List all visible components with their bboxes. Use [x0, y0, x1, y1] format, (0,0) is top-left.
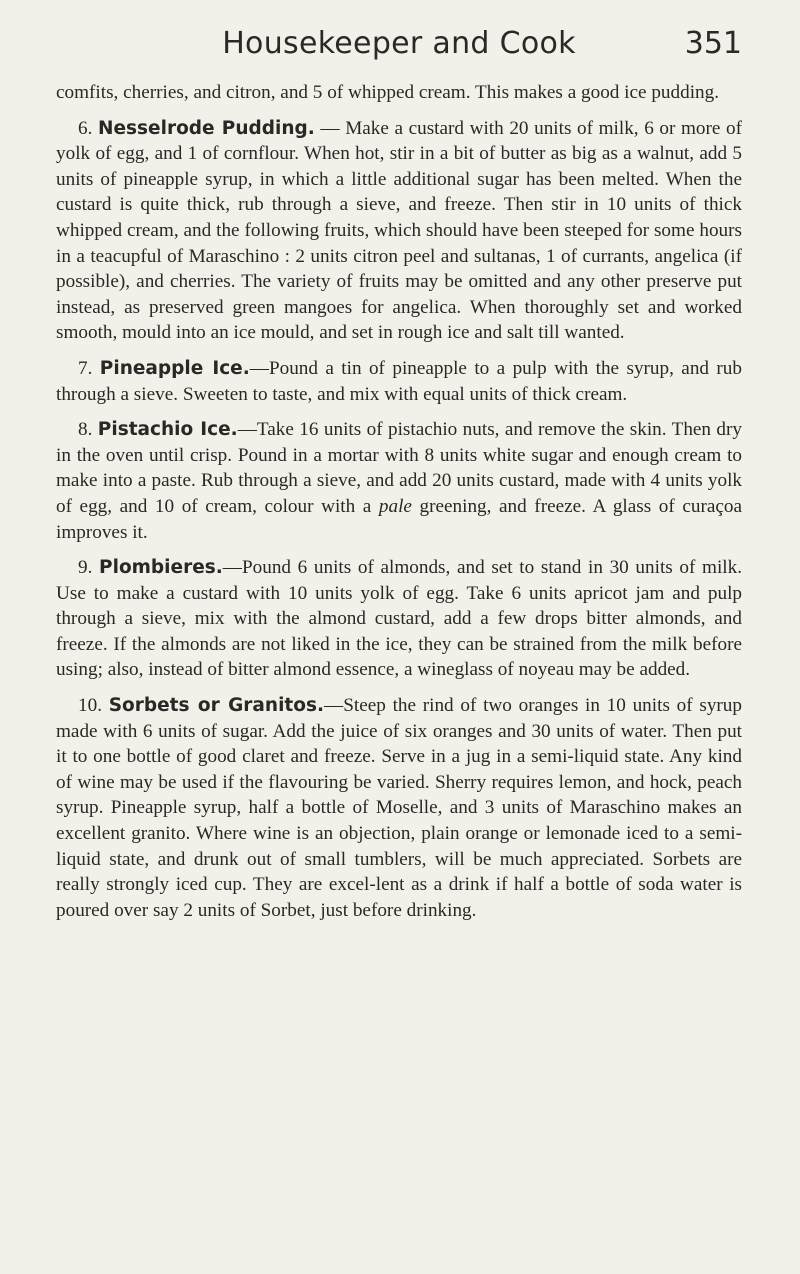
- recipe-body-end: greening, and freeze. A glass of curaçoa improves it.: [56, 495, 742, 543]
- recipe-title: Pistachio Ice.: [97, 419, 238, 441]
- recipe-body: Make a custard with 20 units of milk, 6 or more of yolk of egg, and 1 of cornflour. When hot, stir in a bit of butter as big as a walnut, add 5 units of pineapple syrup, in which a little additional sugar has been melted. When the custard is quite thick, rub through a sieve, and freeze. Then stir in 10 units of thick whipped cream, and the following fruits, which should have been steeped for some hours in a teacupful of Maraschino : 2 units citron peel and sultanas, 1 of currants, angelica (if possible), and cherries. The variety of fruits may be omitted and any other preserve put instead, as preserved green mangoes for angelica. When thoroughly set and worked smooth, mould into an ice mould, and set in rough ice and salt till wanted.: [56, 117, 742, 344]
- recipe-separator: —: [314, 117, 346, 139]
- recipe-separator: —: [324, 695, 344, 717]
- running-title: Housekeeper and Cook: [222, 26, 576, 61]
- recipe-pistachio-ice: [56, 417, 742, 545]
- recipe-body: Steep the rind of two oranges in 10 units of syrup made with 6 units of sugar. Add the juice of six oranges and 30 units of water. Then put it to one bottle of good claret and freeze. Serve in a jug in a semi-liquid state. Any kind of wine may be used if the flavouring be varied. Sherry requires lemon, and hock, peach syrup. Pineapple syrup, half a bottle of Moselle, and 3 units of Maraschino makes an excellent granito. Where wine is an objection, plain orange or lemonade iced to a semi-liquid state, and drunk out of small tumblers, will be much appreciated. Sorbets are really strongly iced cup. They are excel-lent as a drink if half a bottle of soda water is poured over say 2 units of Sorbet, just before drinking.: [56, 695, 742, 921]
- recipe-number: 8.: [78, 419, 93, 441]
- continuation-paragraph: comfits, cherries, and citron, and 5 of whipped cream. This makes a good ice pudding.: [56, 82, 720, 103]
- recipe-title: Plombieres.: [99, 557, 223, 579]
- recipe-separator: —: [222, 557, 242, 579]
- recipe-number: 10.: [78, 695, 102, 717]
- recipe-body-emphasis: pale: [378, 495, 412, 517]
- recipe-sorbets-or-granitos: [56, 693, 742, 923]
- page-body: [56, 80, 742, 923]
- recipe-separator: —: [237, 419, 257, 441]
- recipe-nesselrode-pudding: [56, 116, 742, 346]
- recipe-title: Nesselrode Pudding.: [98, 117, 315, 139]
- recipe-title: Sorbets or Granitos.: [108, 695, 325, 717]
- recipe-number: 6.: [78, 117, 93, 139]
- recipe-body: Pound 6 units of almonds, and set to stand in 30 units of milk. Use to make a custard with 10 units yolk of egg. Take 6 units apricot jam and pulp through a sieve, mix with the almond custard, add a few drops bitter almonds, and freeze. If the almonds are not liked in the ice, they can be strained from the milk before using; also, instead of bitter almond essence, a wineglass of noyeau may be added.: [56, 557, 743, 681]
- page-number: 351: [684, 26, 742, 61]
- recipe-number: 9.: [78, 557, 93, 579]
- page-header: [56, 20, 742, 72]
- recipe-number: 7.: [78, 357, 93, 379]
- recipe-plombieres: [56, 555, 742, 683]
- recipe-body: Pound a tin of pineapple to a pulp with the syrup, and rub through a sieve. Sweeten to taste, and mix with equal units of thick cream.: [56, 357, 742, 405]
- recipe-body: Take 16 units of pistachio nuts, and remove the skin. Then dry in the oven until crisp. Pound in a mortar with 8 units white sugar and enough cream to make into a paste. Rub through a sieve, and add 20 units custard, made with 4 units yolk of egg, and 10 of cream, colour with a: [56, 419, 742, 517]
- recipe-separator: —: [249, 357, 269, 379]
- recipe-pineapple-ice: [56, 356, 742, 407]
- recipe-title: Pineapple Ice.: [99, 357, 250, 379]
